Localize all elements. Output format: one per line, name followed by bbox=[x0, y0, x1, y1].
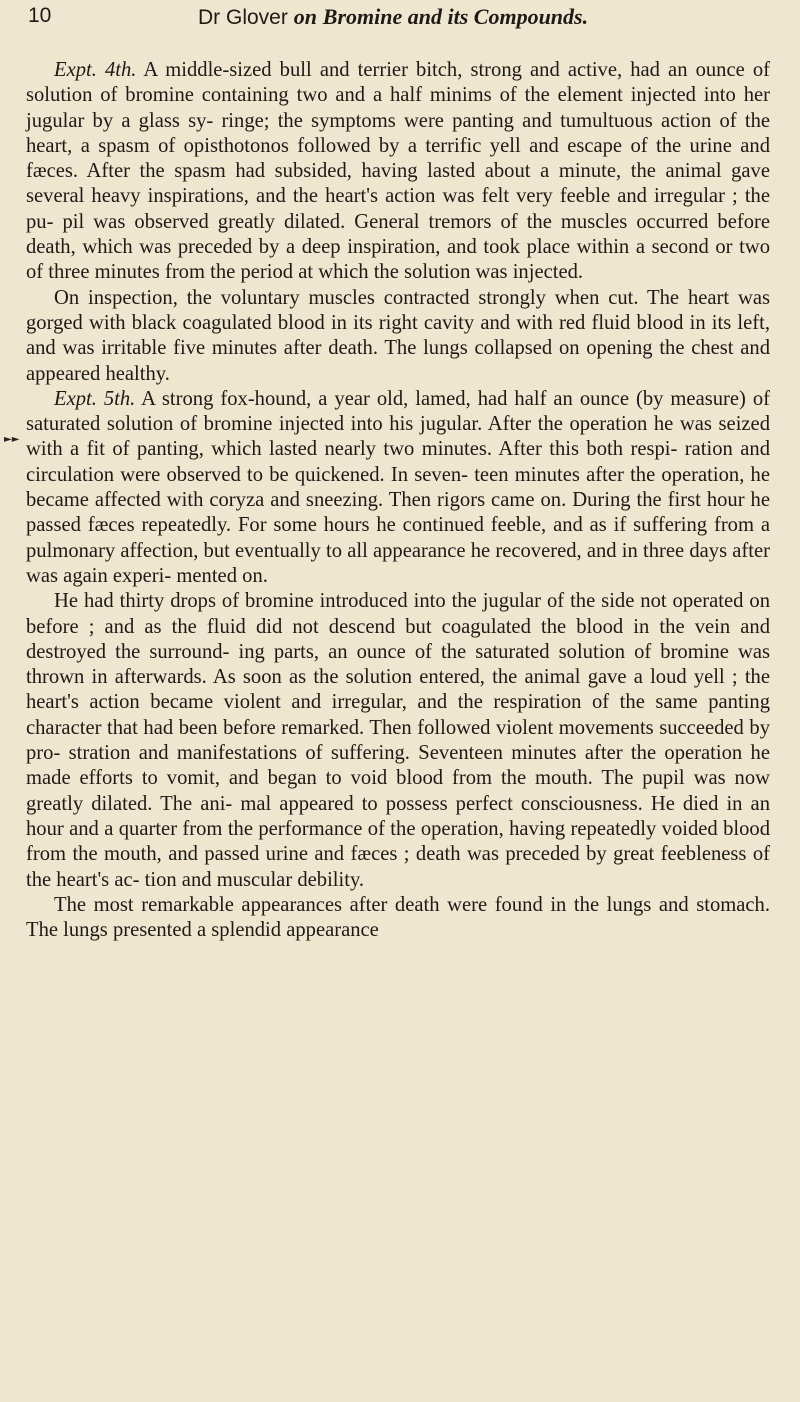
margin-arrow-mark: ►► bbox=[4, 434, 20, 445]
running-title-on: on bbox=[293, 4, 317, 29]
paragraph-appearances bbox=[26, 893, 770, 944]
paragraph-text: A strong fox-hound, a year old, lamed, had half an ounce (by measure) of saturated solution of bromine injected into his jugular. After the operation he was seized with a fit of panting, which lasted nearly two minutes. After this both respi- ration and circulation were observed to be quickened. In seven- teen minutes after the operation, he became affected with coryza and sneezing. Then rigors came on. During the first hour he passed fæces repeatedly. For some hours he continued feeble, and as if suffering from a pulmonary affection, but eventually to all appearance he recovered, and in three days after was again experi- mented on. bbox=[26, 387, 771, 587]
experiment-label: Expt. 5th. bbox=[54, 387, 136, 410]
running-title-author: Dr Glover bbox=[198, 6, 288, 29]
paragraph-inspection bbox=[26, 286, 770, 387]
paragraph-text: The most remarkable appearances after death were found in the lungs and stomach. The lungs presented a splendid appearance bbox=[26, 893, 770, 942]
page-number: 10 bbox=[28, 4, 52, 27]
page-header bbox=[28, 4, 760, 44]
paragraph-expt-4 bbox=[26, 58, 770, 286]
paragraph-text: On inspection, the voluntary muscles contracted strongly when cut. The heart was gorged with black coagulated blood in its right cavity and with red fluid blood in its left, and was irritable five minutes after death. The lungs collapsed on opening the chest and appeared healthy. bbox=[26, 286, 770, 385]
paragraph-text: He had thirty drops of bromine introduced into the jugular of the side not operated on before ; and as the fluid did not descend but coagulated the blood in the vein and destroyed the surround- ing parts, an ounce of the saturated solution of bromine was thrown in afterwards. As soon as the solution entered, the animal gave a loud yell ; the heart's action became violent and irregular, and the respiration of the same panting character that had been before remarked. Then followed violent movements succeeded by pro- stration and manifestations of suffering. Seventeen minutes after the operation he made efforts to vomit, and began to void blood from the mouth. The pupil was now greatly dilated. The ani- mal appeared to possess perfect consciousness. He died in an hour and a quarter from the performance of the operation, having repeatedly voided blood from the mouth, and passed urine and fæces ; death was preceded by great feebleness of the heart's ac- tion and muscular debility. bbox=[26, 590, 770, 891]
body-text bbox=[26, 58, 770, 943]
paragraph-text: A middle-sized bull and terrier bitch, strong and active, had an ounce of solution of bromine containing two and a half minims of the element injected into her jugular by a glass sy- ringe; the symptoms were panting and tumultuous action of the heart, a spasm of opisthotonos followed by a terrific yell and escape of the urine and fæces. After the spasm had subsided, having lasted about a minute, the animal gave several heavy inspirations, and the heart's action was felt very feeble and irregular ; the pu- pil was observed greatly dilated. General tremors of the muscles occurred before death, which was preceded by a deep inspiration, and took place within a second or two of three minutes from the period at which the solution was injected. bbox=[26, 59, 771, 284]
experiment-label: Expt. 4th. bbox=[54, 59, 137, 81]
paragraph-expt-5 bbox=[26, 387, 770, 589]
paragraph-second-operation bbox=[26, 589, 770, 893]
running-title-subject: Bromine and its Compounds. bbox=[322, 4, 589, 29]
running-title bbox=[198, 4, 588, 30]
